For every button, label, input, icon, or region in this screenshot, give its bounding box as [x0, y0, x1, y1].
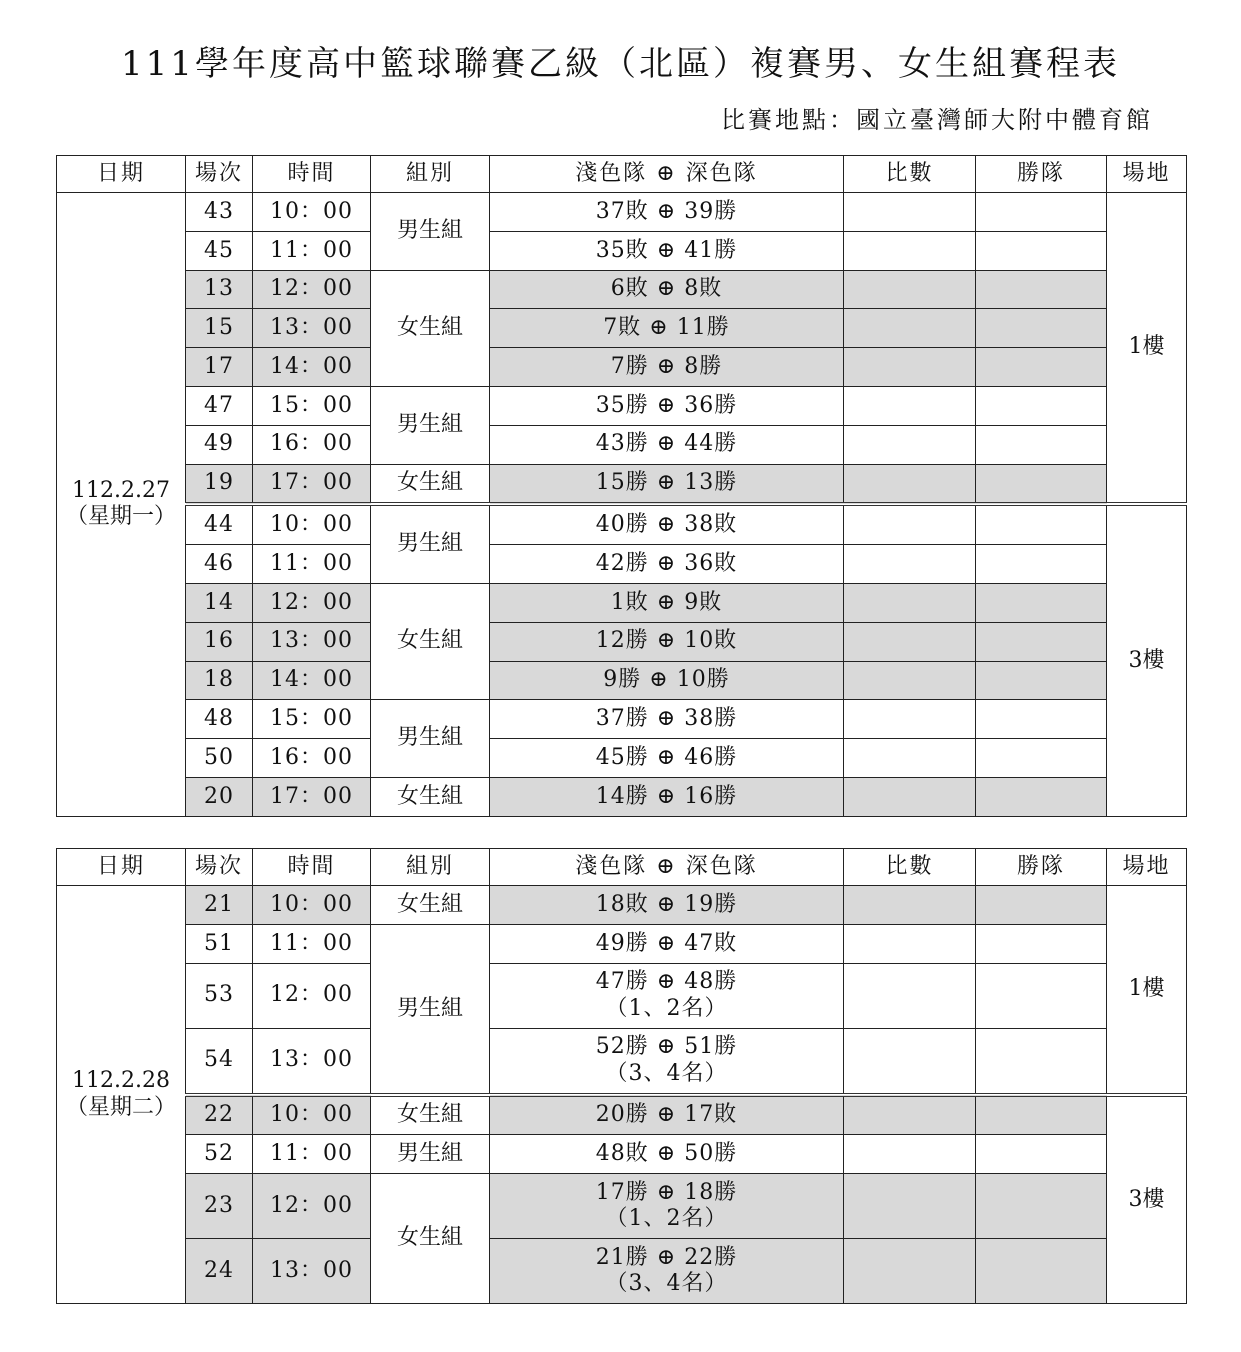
header-row: [57, 849, 1187, 886]
matchup: 12勝 ⊕ 10敗: [490, 622, 844, 661]
score-cell[interactable]: [844, 924, 976, 963]
matchup: 17勝 ⊕ 18勝: [595, 1179, 738, 1205]
matchup: 9勝 ⊕ 10勝: [490, 661, 844, 700]
score-cell[interactable]: [844, 425, 976, 464]
game-no: 54: [186, 1028, 253, 1095]
score-cell[interactable]: [844, 661, 976, 700]
game-time: 17：00: [253, 777, 371, 816]
table-row: [57, 386, 1187, 425]
winner-cell[interactable]: [976, 464, 1107, 504]
winner-cell[interactable]: [976, 924, 1107, 963]
matchup: 43勝 ⊕ 44勝: [490, 425, 844, 464]
game-time: 10：00: [253, 193, 371, 232]
header-time: 時間: [253, 156, 371, 193]
game-no: 19: [186, 464, 253, 504]
court-cell: 1樓: [1107, 886, 1187, 1095]
matchup: 7勝 ⊕ 8勝: [490, 348, 844, 387]
table-row: [57, 963, 1187, 1028]
game-no: 24: [186, 1239, 253, 1304]
group-cell: 男生組: [371, 386, 490, 464]
winner-cell[interactable]: [976, 583, 1107, 622]
matchup: 42勝 ⊕ 36敗: [490, 545, 844, 584]
matchup: 21勝 ⊕ 22勝: [595, 1244, 738, 1270]
winner-cell[interactable]: [976, 348, 1107, 387]
winner-cell[interactable]: [976, 1239, 1107, 1304]
venue-label: 比賽地點：國立臺灣師大附中體育館: [721, 106, 1153, 134]
table-row: [57, 622, 1187, 661]
group-cell: 男生組: [371, 504, 490, 583]
winner-cell[interactable]: [976, 270, 1107, 309]
game-time: 12：00: [253, 963, 371, 1028]
score-cell[interactable]: [844, 504, 976, 544]
game-time: 14：00: [253, 348, 371, 387]
header-teams: 淺色隊 ⊕ 深色隊: [490, 156, 844, 193]
score-cell[interactable]: [844, 1174, 976, 1239]
score-cell[interactable]: [844, 886, 976, 925]
court-cell: 3樓: [1107, 504, 1187, 816]
matchup: 6敗 ⊕ 8敗: [490, 270, 844, 309]
game-no: 50: [186, 739, 253, 778]
game-time: 12：00: [253, 583, 371, 622]
game-no: 17: [186, 348, 253, 387]
score-cell[interactable]: [844, 777, 976, 816]
table-row: [57, 270, 1187, 309]
game-no: 22: [186, 1095, 253, 1135]
schedule-table-day2: [56, 848, 1187, 1304]
score-cell[interactable]: [844, 1135, 976, 1174]
score-cell[interactable]: [844, 193, 976, 232]
table-row: [57, 1174, 1187, 1239]
winner-cell[interactable]: [976, 661, 1107, 700]
winner-cell[interactable]: [976, 1095, 1107, 1135]
group-cell: 女生組: [371, 270, 490, 386]
score-cell[interactable]: [844, 1239, 976, 1304]
group-cell: 女生組: [371, 777, 490, 816]
matchup: 14勝 ⊕ 16勝: [490, 777, 844, 816]
header-game-no: 場次: [186, 849, 253, 886]
table-row: [57, 504, 1187, 544]
game-no: 52: [186, 1135, 253, 1174]
group-cell: 女生組: [371, 1174, 490, 1304]
court-cell: 3樓: [1107, 1095, 1187, 1304]
winner-cell[interactable]: [976, 309, 1107, 348]
game-no: 44: [186, 504, 253, 544]
table-row: [57, 193, 1187, 232]
game-no: 18: [186, 661, 253, 700]
group-cell: 女生組: [371, 464, 490, 504]
matchup: 35敗 ⊕ 41勝: [490, 231, 844, 270]
winner-cell[interactable]: [976, 963, 1107, 1028]
date-cell: [57, 886, 186, 1304]
score-cell[interactable]: [844, 386, 976, 425]
matchup: 7敗 ⊕ 11勝: [490, 309, 844, 348]
court-cell: 1樓: [1107, 193, 1187, 505]
table-row: [57, 1095, 1187, 1135]
table-row: [57, 231, 1187, 270]
matchup: 48敗 ⊕ 50勝: [490, 1135, 844, 1174]
table-row: [57, 348, 1187, 387]
table-row: [57, 700, 1187, 739]
score-cell[interactable]: [844, 739, 976, 778]
matchup-cell: [490, 963, 844, 1028]
winner-cell[interactable]: [976, 1028, 1107, 1095]
matchup-cell: [490, 1174, 844, 1239]
winner-cell[interactable]: [976, 193, 1107, 232]
winner-cell[interactable]: [976, 777, 1107, 816]
group-cell: 女生組: [371, 886, 490, 925]
game-time: 11：00: [253, 545, 371, 584]
weekday-text: （星期一）: [65, 504, 176, 530]
matchup: 45勝 ⊕ 46勝: [490, 739, 844, 778]
date-cell: [57, 193, 186, 817]
date-text: 112.2.28: [72, 1068, 170, 1094]
table-row: [57, 1239, 1187, 1304]
placement-note: （1、2名）: [605, 1206, 728, 1232]
game-time: 15：00: [253, 700, 371, 739]
header-court: 場地: [1107, 156, 1187, 193]
game-time: 13：00: [253, 309, 371, 348]
matchup: 52勝 ⊕ 51勝: [595, 1034, 738, 1060]
game-time: 15：00: [253, 386, 371, 425]
group-cell: 女生組: [371, 1095, 490, 1135]
score-cell[interactable]: [844, 231, 976, 270]
score-cell[interactable]: [844, 545, 976, 584]
placement-note: （3、4名）: [605, 1271, 728, 1297]
game-time: 10：00: [253, 504, 371, 544]
table-row: [57, 1028, 1187, 1095]
group-cell: 女生組: [371, 583, 490, 699]
game-no: 53: [186, 963, 253, 1028]
table-row: [57, 886, 1187, 925]
header-winner: 勝隊: [976, 849, 1107, 886]
matchup: 49勝 ⊕ 47敗: [490, 924, 844, 963]
game-time: 17：00: [253, 464, 371, 504]
matchup-cell: [490, 1028, 844, 1095]
group-cell: 男生組: [371, 193, 490, 271]
table-row: [57, 545, 1187, 584]
matchup: 1敗 ⊕ 9敗: [490, 583, 844, 622]
table-row: [57, 425, 1187, 464]
game-time: 16：00: [253, 739, 371, 778]
game-no: 49: [186, 425, 253, 464]
table-row: [57, 661, 1187, 700]
score-cell[interactable]: [844, 270, 976, 309]
game-no: 45: [186, 231, 253, 270]
game-time: 13：00: [253, 1239, 371, 1304]
game-time: 11：00: [253, 924, 371, 963]
table-row: [57, 1135, 1187, 1174]
header-game-no: 場次: [186, 156, 253, 193]
placement-note: （1、2名）: [605, 995, 728, 1021]
score-cell[interactable]: [844, 309, 976, 348]
winner-cell[interactable]: [976, 886, 1107, 925]
matchup: 47勝 ⊕ 48勝: [595, 969, 738, 995]
matchup: 35勝 ⊕ 36勝: [490, 386, 844, 425]
winner-cell[interactable]: [976, 700, 1107, 739]
matchup: 37敗 ⊕ 39勝: [490, 193, 844, 232]
header-score: 比數: [844, 849, 976, 886]
game-no: 51: [186, 924, 253, 963]
game-no: 48: [186, 700, 253, 739]
table-row: [57, 777, 1187, 816]
game-no: 14: [186, 583, 253, 622]
game-time: 13：00: [253, 622, 371, 661]
header-score: 比數: [844, 156, 976, 193]
score-cell[interactable]: [844, 583, 976, 622]
weekday-text: （星期二）: [65, 1094, 176, 1120]
header-date: 日期: [57, 849, 186, 886]
winner-cell[interactable]: [976, 545, 1107, 584]
game-time: 14：00: [253, 661, 371, 700]
game-time: 11：00: [253, 1135, 371, 1174]
matchup-cell: [490, 1239, 844, 1304]
winner-cell[interactable]: [976, 1135, 1107, 1174]
winner-cell[interactable]: [976, 1174, 1107, 1239]
group-cell: 男生組: [371, 1135, 490, 1174]
game-no: 47: [186, 386, 253, 425]
table-row: [57, 464, 1187, 504]
score-cell[interactable]: [844, 963, 976, 1028]
game-no: 21: [186, 886, 253, 925]
game-no: 46: [186, 545, 253, 584]
matchup: 20勝 ⊕ 17敗: [490, 1095, 844, 1135]
game-time: 10：00: [253, 1095, 371, 1135]
page-title: 111學年度高中籃球聯賽乙級（北區）複賽男、女生組賽程表: [121, 44, 1120, 84]
winner-cell[interactable]: [976, 231, 1107, 270]
header-row: [57, 156, 1187, 193]
game-no: 15: [186, 309, 253, 348]
header-date: 日期: [57, 156, 186, 193]
table-row: [57, 583, 1187, 622]
table-row: [57, 924, 1187, 963]
header-court: 場地: [1107, 849, 1187, 886]
game-time: 12：00: [253, 270, 371, 309]
header-group: 組別: [371, 156, 490, 193]
game-time: 13：00: [253, 1028, 371, 1095]
game-no: 20: [186, 777, 253, 816]
game-time: 12：00: [253, 1174, 371, 1239]
placement-note: （3、4名）: [605, 1060, 728, 1086]
winner-cell[interactable]: [976, 504, 1107, 544]
score-cell[interactable]: [844, 700, 976, 739]
game-time: 10：00: [253, 886, 371, 925]
header-winner: 勝隊: [976, 156, 1107, 193]
group-cell: 男生組: [371, 700, 490, 778]
score-cell[interactable]: [844, 1028, 976, 1095]
game-time: 11：00: [253, 231, 371, 270]
matchup: 15勝 ⊕ 13勝: [490, 464, 844, 504]
score-cell[interactable]: [844, 464, 976, 504]
matchup: 40勝 ⊕ 38敗: [490, 504, 844, 544]
schedule-table-day1: [56, 155, 1187, 817]
score-cell[interactable]: [844, 1095, 976, 1135]
score-cell[interactable]: [844, 348, 976, 387]
game-no: 13: [186, 270, 253, 309]
header-group: 組別: [371, 849, 490, 886]
header-time: 時間: [253, 849, 371, 886]
winner-cell[interactable]: [976, 425, 1107, 464]
table-row: [57, 739, 1187, 778]
winner-cell[interactable]: [976, 386, 1107, 425]
matchup: 37勝 ⊕ 38勝: [490, 700, 844, 739]
game-no: 16: [186, 622, 253, 661]
winner-cell[interactable]: [976, 622, 1107, 661]
game-time: 16：00: [253, 425, 371, 464]
score-cell[interactable]: [844, 622, 976, 661]
winner-cell[interactable]: [976, 739, 1107, 778]
date-text: 112.2.27: [72, 477, 170, 503]
group-cell: 男生組: [371, 924, 490, 1094]
table-row: [57, 309, 1187, 348]
header-teams: 淺色隊 ⊕ 深色隊: [490, 849, 844, 886]
matchup: 18敗 ⊕ 19勝: [490, 886, 844, 925]
game-no: 23: [186, 1174, 253, 1239]
game-no: 43: [186, 193, 253, 232]
